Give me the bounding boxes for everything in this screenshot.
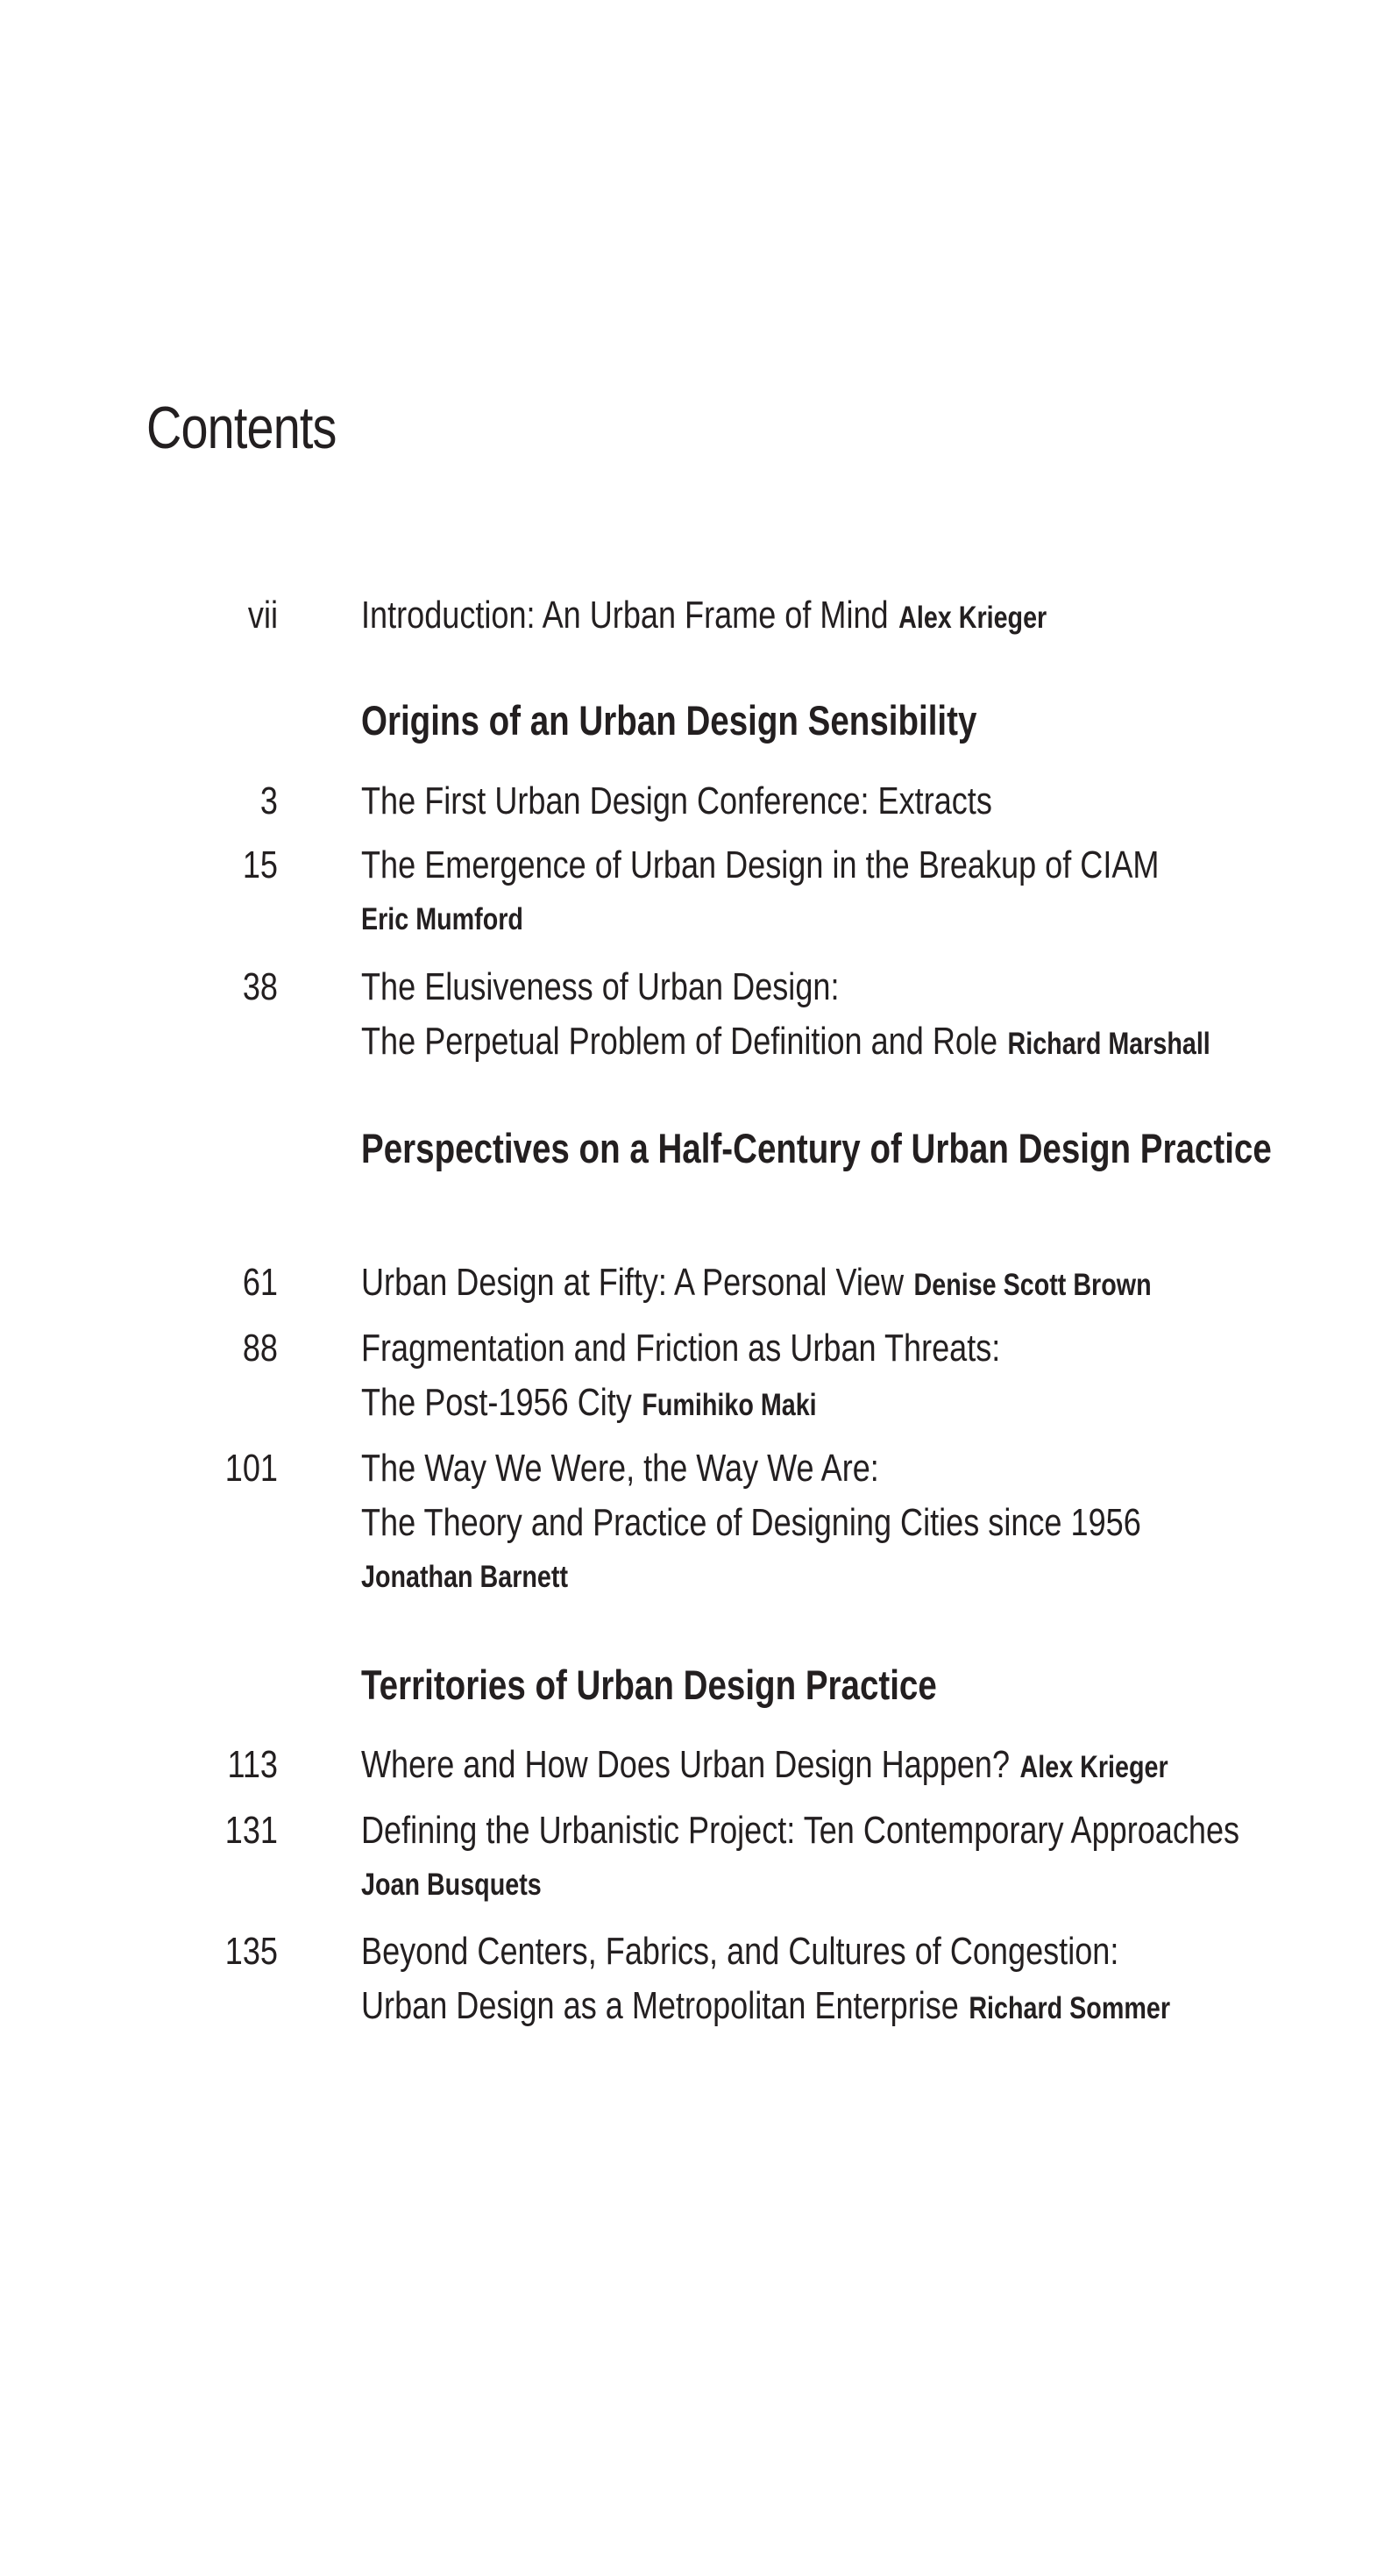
section-heading-line: of Urban Design Practice (869, 1125, 1272, 1171)
entry-title-text: Introduction: An Urban Frame of Mind (361, 594, 889, 637)
entry-title (361, 960, 1210, 1071)
entry-title-line: Urban Design at Fifty: A Personal View (361, 1261, 905, 1304)
entry-title (361, 1256, 1152, 1313)
entry-title (361, 774, 992, 829)
entry-title (361, 1925, 1170, 2036)
entry-title-line: The Theory and Practice of Designing Cities since 1956 (361, 1501, 1141, 1544)
page-number: 113 (227, 1743, 278, 1786)
entry-title (361, 1738, 1168, 1795)
entry-title-line: Defining the Urbanistic Project: Ten Contemporary Approaches (361, 1809, 1240, 1852)
entry-title-line: The Emergence of Urban Design in the Breakup of CIAM (361, 843, 1160, 886)
entry-title-line: The Way We Were, the Way We Are: (361, 1447, 879, 1490)
section-heading (361, 1657, 937, 1713)
entry-title (361, 588, 1047, 645)
section-heading (361, 693, 976, 749)
page-title: Contents (146, 395, 337, 461)
entry-title-line: Fragmentation and Friction as Urban Threats: (361, 1327, 1001, 1370)
section-heading (361, 1121, 1272, 1177)
page-number: 15 (242, 843, 278, 886)
entry-title-line: The Perpetual Problem of Definition and Role (361, 1020, 998, 1063)
page-number: 131 (224, 1809, 278, 1852)
entry-author: Alex Krieger (1019, 1750, 1168, 1784)
entry-title (361, 1804, 1239, 1912)
entry-title (361, 838, 1159, 947)
section-heading-line: Origins of an Urban Design Sensibility (361, 697, 977, 744)
page-number: 61 (242, 1261, 278, 1304)
section-heading-line: Perspectives on a Half-Century (361, 1125, 861, 1171)
entry-author: Eric Mumford (361, 902, 523, 936)
entry-author: Richard Sommer (969, 1991, 1171, 2025)
entry-title (361, 1321, 1000, 1433)
entry-author: Fumihiko Maki (642, 1388, 817, 1422)
entry-author: Denise Scott Brown (913, 1268, 1152, 1302)
entry-title-line: Urban Design as a Metropolitan Enterprise (361, 1984, 959, 2027)
entry-title (361, 1441, 1141, 1605)
section-heading-line: Territories of Urban Design Practice (361, 1662, 937, 1708)
entry-author: Jonathan Barnett (361, 1560, 569, 1594)
entry-title-line: Beyond Centers, Fabrics, and Cultures of Congestion: (361, 1930, 1119, 1973)
entry-title-line: Where and How Does Urban Design Happen? (361, 1743, 1011, 1786)
page-number: vii (247, 594, 278, 637)
page-number: 3 (259, 779, 278, 822)
page-number: 38 (242, 965, 278, 1008)
page-number: 101 (224, 1447, 278, 1490)
entry-title-line: The First Urban Design Conference: Extracts (361, 779, 992, 822)
entry-author: Joan Busquets (361, 1868, 542, 1902)
entry-author: Richard Marshall (1007, 1027, 1210, 1061)
page-number: 88 (242, 1327, 278, 1370)
page-number: 135 (224, 1930, 278, 1973)
entry-title-line: The Elusiveness of Urban Design: (361, 965, 840, 1008)
entry-author: Alex Krieger (898, 601, 1047, 635)
entry-title-line: The Post-1956 City (361, 1381, 632, 1424)
